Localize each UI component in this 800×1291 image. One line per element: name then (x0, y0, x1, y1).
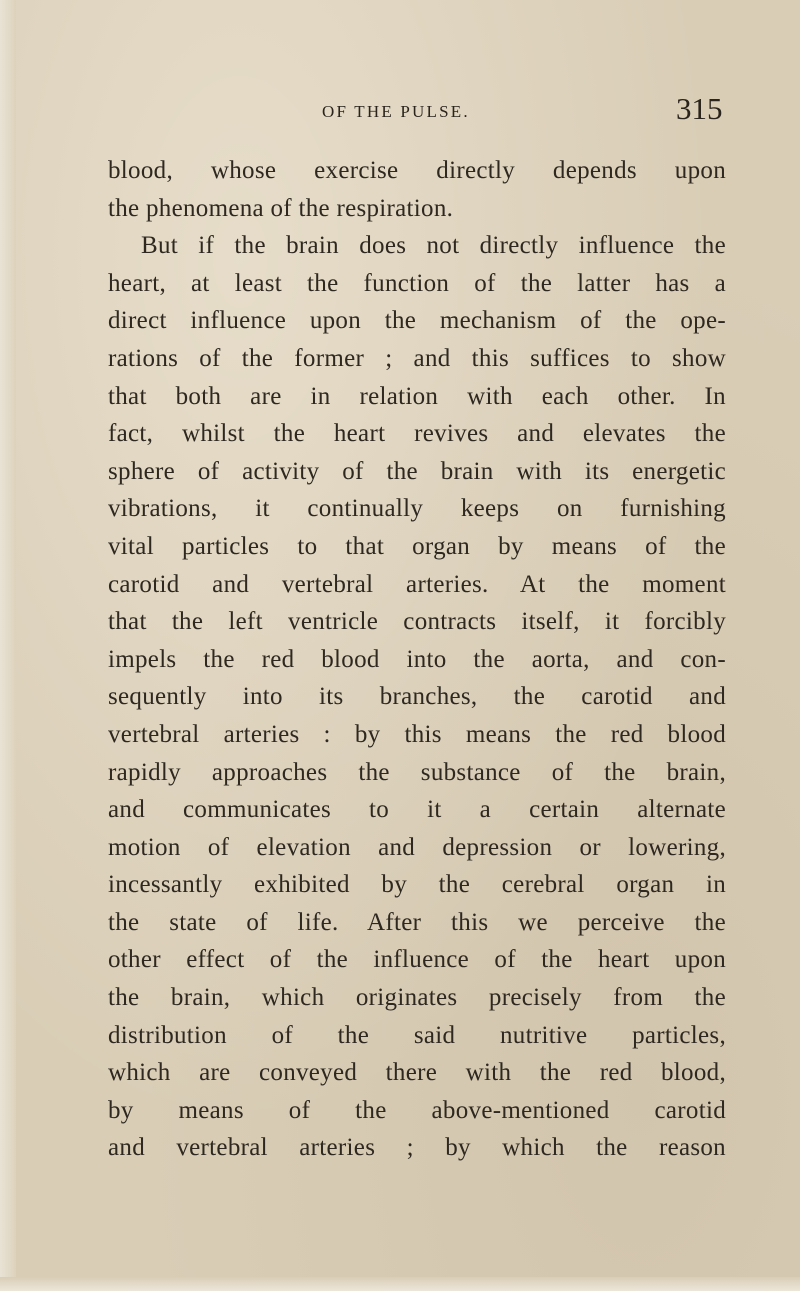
text-line: the brain, which originates precisely from the (108, 984, 726, 1012)
text-line: vibrations, it continually keeps on furnishing (108, 495, 726, 523)
text-line: fact, whilst the heart revives and elevates the (108, 420, 726, 448)
page-number: 315 (676, 91, 723, 126)
scan-edge-bottom (0, 1277, 800, 1291)
text-line: sphere of activity of the brain with its energetic (108, 457, 726, 485)
text-line: heart, at least the function of the latter has a (108, 269, 726, 297)
text-line: other effect of the influence of the heart upon (108, 946, 726, 974)
text-line: the phenomena of the respiration. (108, 194, 454, 222)
text-line: direct influence upon the mechanism of the ope- (108, 307, 726, 335)
body-text (108, 152, 726, 1167)
text-line: rapidly approaches the substance of the brain, (108, 758, 726, 786)
scan-edge (0, 0, 16, 1291)
text-line: vertebral arteries : by this means the red blood (108, 720, 726, 748)
text-line: that the left ventricle contracts itself, it forcibly (108, 608, 726, 636)
text-line: But if the brain does not directly influence the (141, 232, 726, 260)
text-line: carotid and vertebral arteries. At the moment (108, 570, 726, 598)
text-line: motion of elevation and depression or lowering, (108, 833, 726, 861)
text-line: impels the red blood into the aorta, and con- (108, 645, 726, 673)
text-line: incessantly exhibited by the cerebral organ in (108, 871, 726, 899)
text-line: distribution of the said nutritive particles, (108, 1021, 726, 1049)
text-line: vital particles to that organ by means of the (108, 532, 726, 560)
text-line: which are conveyed there with the red blood, (108, 1059, 726, 1087)
text-line: blood, whose exercise directly depends upon (108, 157, 726, 184)
text-line: that both are in relation with each other. In (108, 382, 726, 410)
running-head: OF THE PULSE. (322, 102, 470, 121)
text-line: and communicates to it a certain alternate (108, 796, 726, 824)
text-line: sequently into its branches, the carotid and (108, 683, 726, 711)
text-line: by means of the above-mentioned carotid (108, 1096, 726, 1124)
text-line: the state of life. After this we perceive the (108, 908, 726, 936)
text-line: rations of the former ; and this suffices to show (108, 344, 726, 372)
text-line: and vertebral arteries ; by which the reason (108, 1134, 726, 1162)
